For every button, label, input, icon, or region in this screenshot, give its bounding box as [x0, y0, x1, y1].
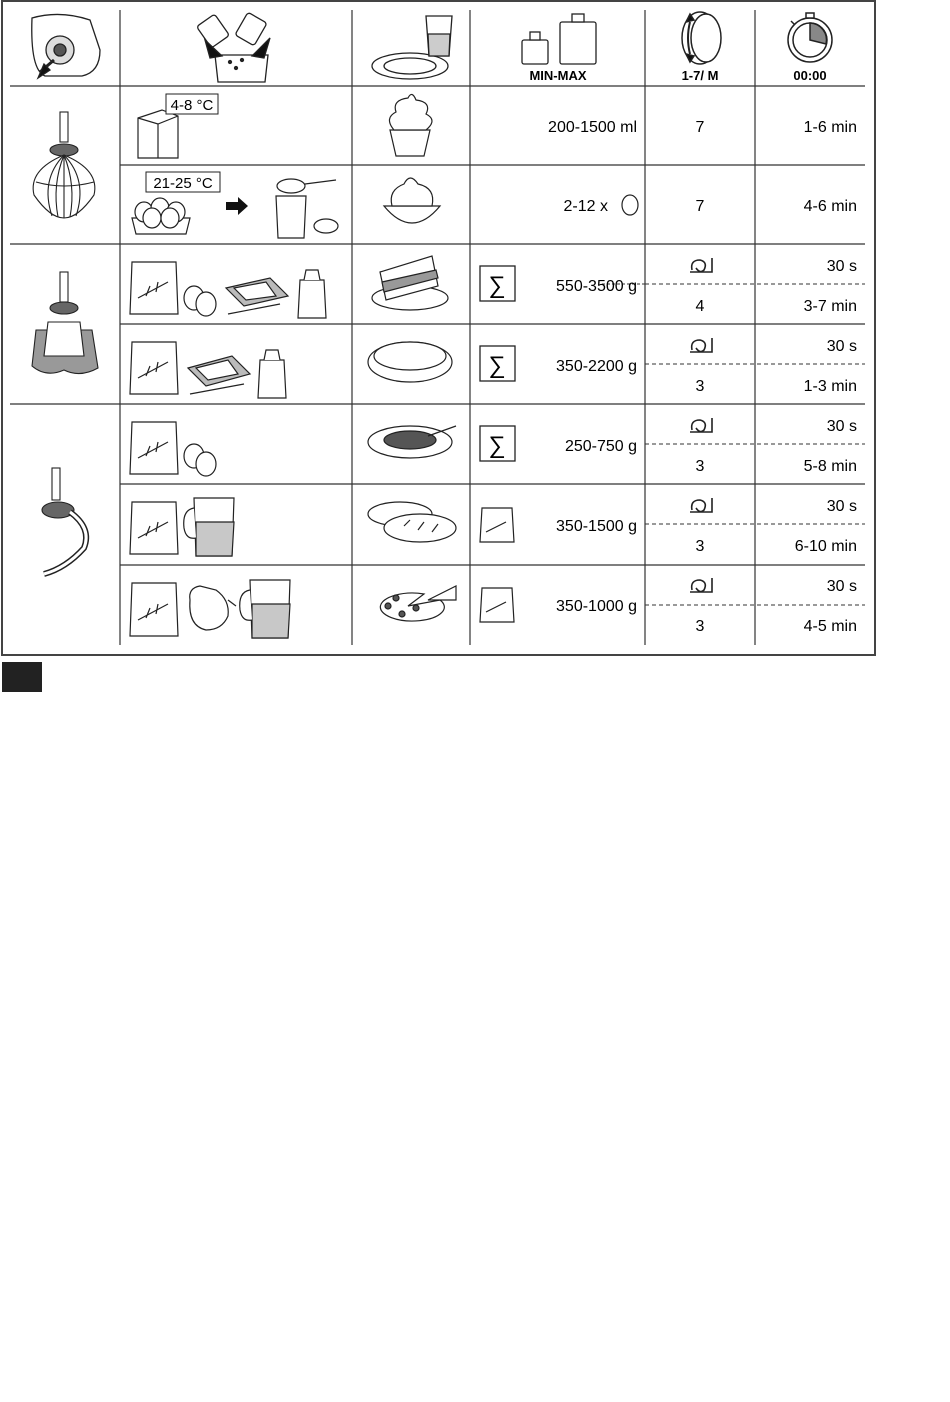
flour-bag-icon — [480, 508, 514, 542]
snail-slow-icon — [690, 498, 712, 512]
butter-icon — [188, 356, 250, 394]
speed-pizza: 3 — [695, 618, 705, 635]
eggs-icon — [184, 444, 216, 476]
flour-bag-icon — [130, 583, 178, 636]
flat-beater-icon — [32, 272, 98, 374]
page-marker — [2, 662, 42, 692]
pour-ingredients-icon — [197, 12, 270, 82]
butter-icon — [226, 278, 288, 314]
tart-pan-icon — [368, 342, 452, 382]
min-max-label: MIN-MAX — [529, 68, 587, 83]
speed-pasta: 3 — [695, 458, 705, 475]
speed-bread: 3 — [695, 538, 705, 555]
oil-jug-icon — [190, 586, 236, 630]
time-pizza: 4-5 min — [803, 618, 857, 635]
water-jug-icon — [240, 580, 290, 638]
pulse-cake: 30 s — [826, 258, 857, 275]
weights-icon — [522, 14, 596, 64]
mixer-machine-icon — [32, 14, 100, 78]
speed-cream: 7 — [695, 119, 705, 136]
amount-cake: 550-3500 g — [556, 278, 637, 295]
time-label: 00:00 — [793, 68, 827, 83]
amount-pasta: 250-750 g — [564, 438, 637, 455]
sum-icon — [480, 266, 515, 301]
eggs-icon — [184, 286, 216, 316]
speed-cake: 4 — [695, 298, 705, 315]
whipped-cream-cup-icon — [389, 94, 432, 156]
sum-icon — [480, 346, 515, 381]
amount-bread: 350-1500 g — [556, 518, 637, 535]
time-cake: 3-7 min — [803, 298, 857, 315]
snail-slow-icon — [690, 578, 712, 592]
pulse-bread: 30 s — [826, 498, 857, 515]
arrow-right-icon — [226, 197, 248, 215]
egg-icon — [622, 195, 638, 215]
sum-icon — [480, 426, 515, 461]
plate-glass-icon — [372, 16, 452, 79]
amount-tart: 350-2200 g — [556, 358, 637, 375]
flour-bag-icon — [130, 422, 178, 474]
flour-bag-icon — [130, 342, 178, 394]
bread-loaves-icon — [368, 502, 456, 542]
time-bread: 6-10 min — [794, 538, 857, 555]
amount-pizza: 350-1000 g — [556, 598, 637, 615]
time-cream: 1-6 min — [803, 119, 857, 136]
svg-text:∑: ∑ — [488, 432, 506, 459]
pasta-plate-icon — [368, 426, 456, 458]
milk-carton-icon — [138, 110, 178, 158]
svg-text:∑: ∑ — [488, 272, 506, 299]
cake-slice-icon — [372, 256, 448, 310]
svg-text:∑: ∑ — [488, 352, 506, 379]
table-frame — [2, 1, 875, 655]
snail-slow-icon — [690, 338, 712, 352]
snail-slow-icon — [690, 418, 712, 432]
pulse-pizza: 30 s — [826, 578, 857, 595]
balloon-whisk-icon — [33, 112, 95, 218]
speed-dial-icon — [682, 12, 721, 64]
amount-cream: 200-1500 ml — [548, 119, 637, 136]
egg-carton-icon — [132, 198, 190, 234]
timer-icon — [788, 13, 832, 62]
flour-bag-icon — [130, 262, 178, 314]
time-eggs: 4-6 min — [803, 198, 857, 215]
temperature-cream: 4-8 °C — [170, 97, 214, 114]
whipped-bowl-icon — [384, 178, 440, 223]
time-pasta: 5-8 min — [803, 458, 857, 475]
time-tart: 1-3 min — [803, 378, 857, 395]
temperature-eggs: 21-25 °C — [153, 175, 213, 192]
pulse-pasta: 30 s — [826, 418, 857, 435]
pizza-icon — [380, 586, 456, 621]
pulse-tart: 30 s — [826, 338, 857, 355]
sugar-shaker-icon — [298, 270, 326, 318]
sugar-shaker-icon — [258, 350, 286, 398]
speed-eggs: 7 — [695, 198, 705, 215]
egg-separator-icon — [276, 179, 338, 238]
water-jug-icon — [184, 498, 234, 556]
dough-hook-icon — [42, 468, 86, 574]
flour-bag-icon — [480, 588, 514, 622]
snail-slow-icon — [690, 258, 712, 272]
speed-tart: 3 — [695, 378, 705, 395]
amount-eggs: 2-12 x — [563, 198, 608, 215]
flour-bag-icon — [130, 502, 178, 554]
speed-label: 1-7/ M — [681, 68, 719, 83]
